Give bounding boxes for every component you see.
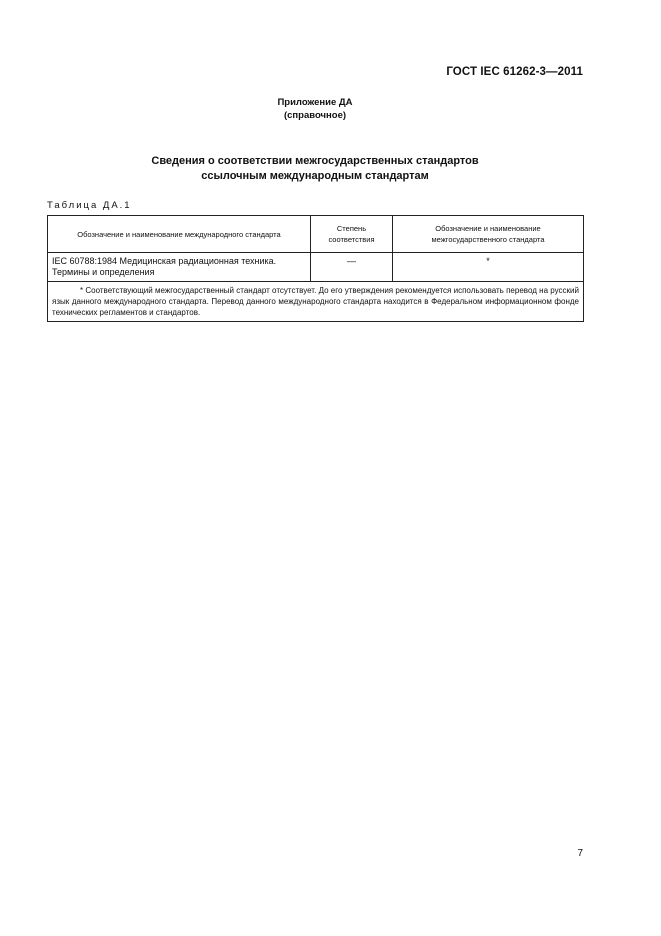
conformity-table <box>47 215 584 322</box>
annex-status: (справочное) <box>283 110 347 121</box>
cell-interstate-standard: * <box>393 253 584 282</box>
table-footnote-row <box>48 282 584 322</box>
section-title <box>0 154 630 184</box>
table-row <box>48 253 584 282</box>
cell-international-standard: IEC 60788:1984 Медицинская радиационная техника. Термины и определения <box>48 253 311 282</box>
document-code: ГОСТ IEC 61262-3—2011 <box>446 66 583 78</box>
annex-title: Приложение ДА <box>277 97 353 108</box>
annex-heading <box>0 96 630 122</box>
section-title-line-2: ссылочным международным стандартам <box>201 170 429 182</box>
table-label: Таблица ДА.1 <box>47 200 132 211</box>
header-degree-of-conformity: Степень соответствия <box>311 216 393 253</box>
table-footnote: * Соответствующий межгосударственный стандарт отсутствует. До его утверждения рекомендуется использовать перевод на русский язык данного международного стандарта. Перевод данного международного стандарта находится в Федеральном информационном фонде технических регламентов и стандартов. <box>52 286 579 317</box>
page-number: 7 <box>577 848 583 859</box>
table-footnote-cell <box>48 282 584 322</box>
header-interstate-standard: Обозначение и наименование межгосударственного стандарта <box>393 216 584 253</box>
cell-degree-of-conformity: — <box>311 253 393 282</box>
section-title-line-1: Сведения о соответствии межгосударственных стандартов <box>151 155 479 167</box>
header-international-standard: Обозначение и наименование международного стандарта <box>48 216 311 253</box>
table-header-row <box>48 216 584 253</box>
